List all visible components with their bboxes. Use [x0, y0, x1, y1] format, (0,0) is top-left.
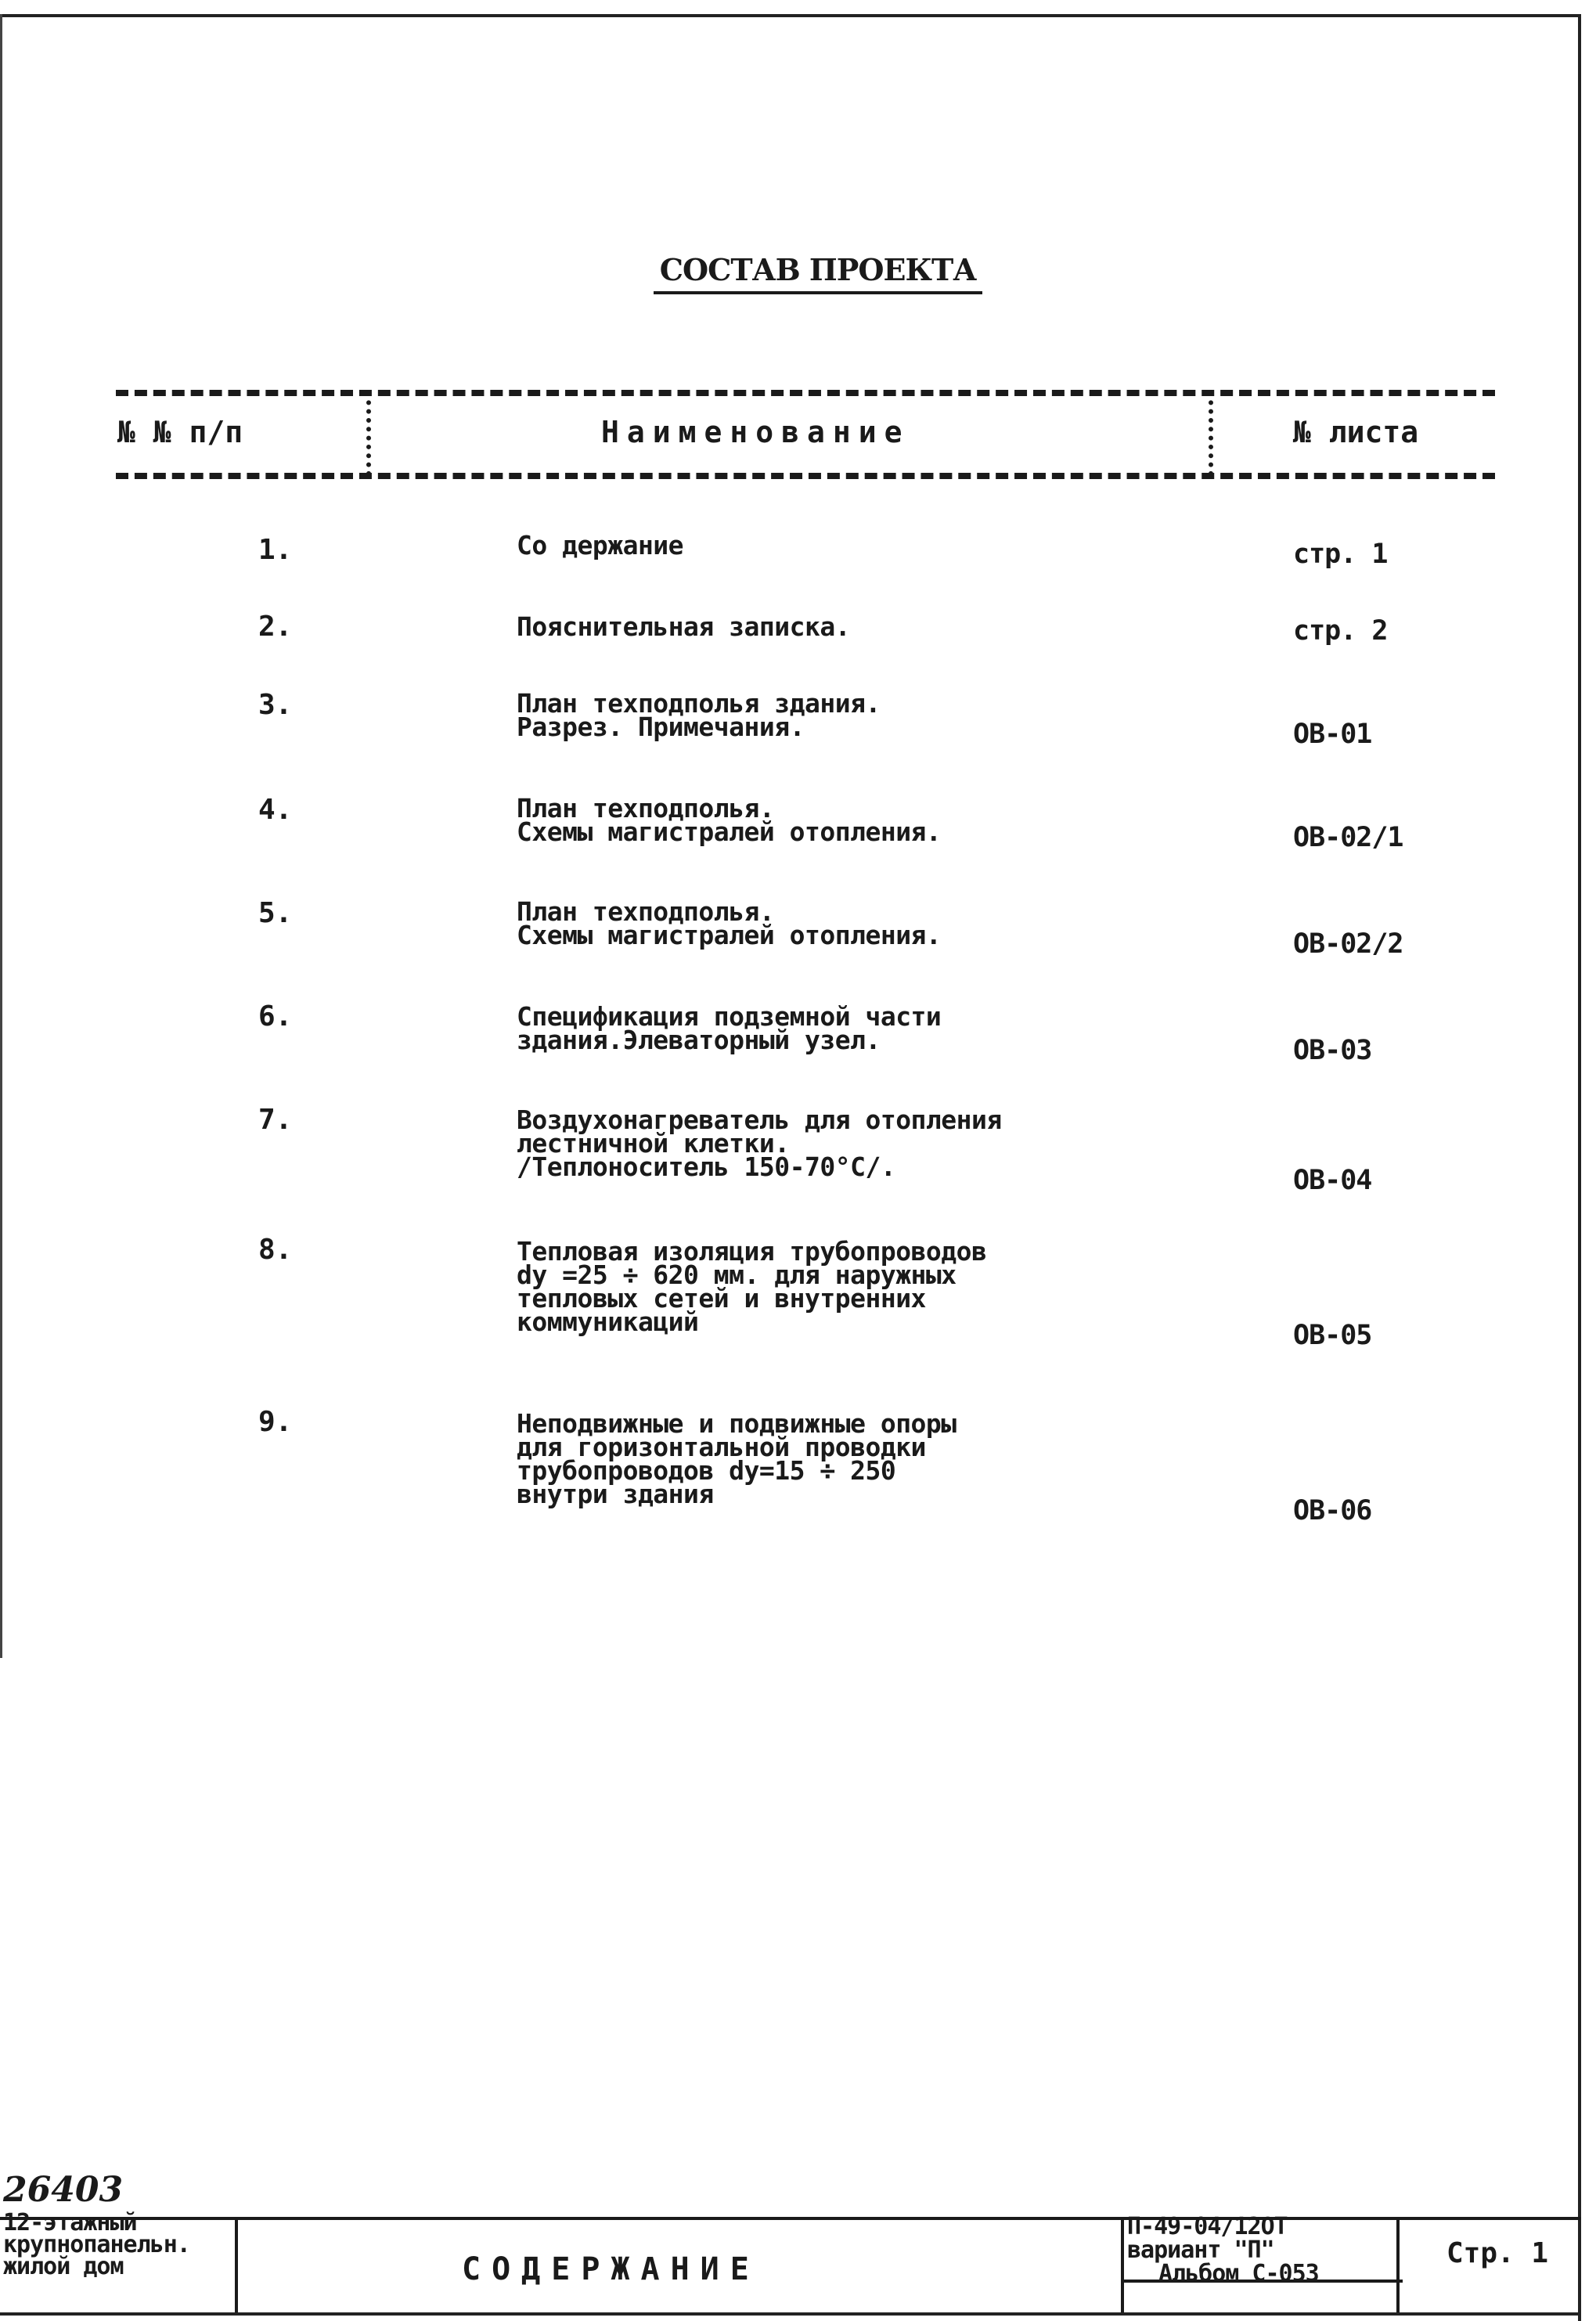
row-name: План техподполья здания. Разрез. Примечания.	[517, 688, 881, 742]
code-line: Альбом С-053	[1158, 2260, 1319, 2287]
building-line: жилой дом	[3, 2253, 124, 2280]
document-name: СОДЕРЖАНИЕ	[462, 2251, 760, 2287]
header-rule-top	[116, 390, 1495, 396]
document-title: СОСТАВ ПРОЕКТА	[659, 252, 977, 287]
row-number: 6.	[258, 1000, 293, 1033]
row-number: 9.	[258, 1406, 293, 1438]
row-number: 4.	[258, 794, 293, 826]
row-sheet: ОВ-04	[1293, 1165, 1372, 1196]
row-sheet: стр. 2	[1293, 615, 1388, 647]
header-name: Наименование	[601, 415, 910, 449]
row-name: Воздухонагреватель для отопления лестничной клетки. /Теплоноситель 150-70°С/.	[517, 1105, 1002, 1182]
frame-top-border	[0, 14, 1581, 17]
row-sheet: ОВ-02/2	[1293, 928, 1403, 960]
row-sheet: ОВ-06	[1293, 1495, 1372, 1526]
row-name: Неподвижные и подвижные опоры для горизонтальной проводки трубопроводов dу=15 ÷ 250 внутри здания	[517, 1408, 957, 1509]
row-sheet: ОВ-05	[1293, 1320, 1372, 1351]
row-name: План техподполья. Схемы магистралей отопления.	[517, 896, 942, 950]
row-number: 2.	[258, 611, 293, 643]
row-sheet: ОВ-01	[1293, 719, 1372, 750]
row-number: 8.	[258, 1234, 293, 1266]
header-sheet: № листа	[1293, 415, 1419, 449]
row-name: Пояснительная записка.	[517, 611, 851, 642]
building-line: крупнопанельн.	[3, 2231, 190, 2258]
frame-right-border	[1578, 14, 1581, 2321]
frame-bottom-border	[0, 2312, 1581, 2316]
code-line: вариант "П"	[1127, 2236, 1274, 2264]
row-name: Спецификация подземной части здания.Элеваторный узел.	[517, 1001, 942, 1055]
building-description	[3, 2209, 238, 2280]
frame-left-border	[0, 14, 2, 1658]
building-line: 12-этажный	[3, 2209, 137, 2236]
code-line: П-49-04/12ОТ	[1127, 2213, 1288, 2240]
row-number: 5.	[258, 897, 293, 929]
row-name: Со держание	[517, 530, 684, 560]
titleblock-divider-3	[1396, 2217, 1400, 2312]
row-number: 1.	[258, 534, 293, 566]
row-number: 7.	[258, 1104, 293, 1136]
page-number: Стр. 1	[1446, 2237, 1549, 2269]
row-name: План техподполья. Схемы магистралей отопления.	[517, 793, 942, 847]
header-rule-bottom	[116, 473, 1495, 479]
header-separator-2	[1209, 391, 1213, 476]
row-sheet: ОВ-02/1	[1293, 822, 1403, 853]
row-sheet: стр. 1	[1293, 539, 1388, 570]
titleblock-divider-2	[1121, 2217, 1124, 2312]
row-number: 3.	[258, 689, 293, 721]
row-sheet: ОВ-03	[1293, 1035, 1372, 1066]
archive-number: 26403	[3, 2170, 124, 2210]
row-name: Тепловая изоляция трубопроводов dу =25 ÷ 620 мм. для наружных тепловых сетей и внутренних коммуникаций	[517, 1236, 987, 1337]
header-separator-1	[366, 391, 371, 476]
header-number: № № п/п	[117, 415, 243, 449]
project-code	[1127, 2215, 1393, 2286]
title-underline	[654, 291, 982, 294]
